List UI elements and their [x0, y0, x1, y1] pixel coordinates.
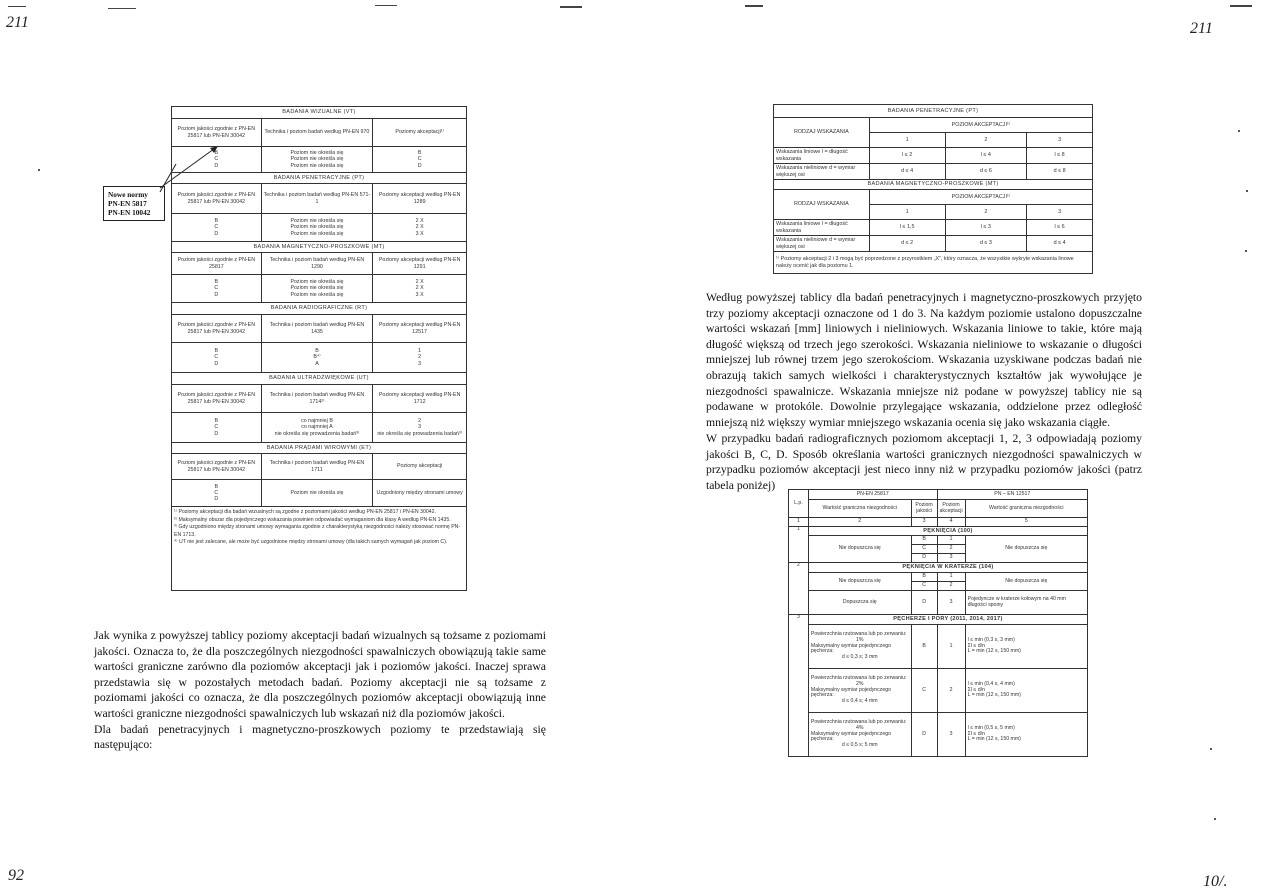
- right_table-pt_linear-1: l ≤ 4: [945, 148, 1027, 164]
- right_table-pt_title: BADANIA PENETRACYJNE (PT): [774, 105, 1093, 118]
- right-body-text-2: W przypadku badań radiograficznych poziomom akceptacji 1, 2, 3 odpowiadają poziomy jakości B, C, D. Sposób określania wartości granicznych niezgodności spawalniczych w przypadku poziomów akceptacji jest nieco inny niż w przypadku poziomów jakości (patrz tabela poniżej): [706, 432, 1142, 492]
- right_table-mt_linear-2: l ≤ 6: [1027, 220, 1093, 236]
- bottom_table-s3_no: 3: [789, 615, 809, 757]
- left_table-pt-mid-2: Poziom nie określa się: [290, 230, 344, 237]
- left_table-vt-mid-2: Poziom nie określa się: [290, 162, 344, 169]
- right_table-mt_title: BADANIA MAGNETYCZNO-PROSZKOWE (MT): [774, 180, 1093, 190]
- left_table-rt-levels-2: D: [214, 360, 219, 367]
- right_table-levels-0: 1: [869, 133, 945, 148]
- bottom_table-s3_rows-1-lvl: C: [911, 669, 937, 713]
- bottom_table-nums-3: 4: [937, 518, 965, 527]
- scan-mark: [108, 8, 136, 9]
- bottom_table-s2_levels1-1: C: [911, 582, 937, 591]
- right-body-text-1: Według powyższej tablicy dla badań penetracyjnych i magnetyczno-proszkowych przyjęto trzy poziomy akceptacji oznaczone od 1 do 3. Na każdym poziomie ustalono dopuszczalne wartości wskazań [mm] liniowych i nieliniowych. Wskazania liniowe to takie, które mają długość większą od trzech jego szerokości. Wskazania nieliniowe to wskazanie o długości mniejszej lub równej trzem jego szerokościom. Wskazania uzyskiwane podczas badań nie obrazują takich samych wielkości i charakterystycznych kształtów jak wywołujące je niezgodności spawalnicze. Wskazania mniejsze niż podane w powyższej tablicy nie są podawane w protokóle. Dowolnie przylegające wskazania, oddzielone przez odległość mniejszą niż większy wymiar mniejszego wskazania ocenia się jako wskazania ciągłe.: [706, 291, 1142, 429]
- left_table-pt-acc-0: 2 X: [415, 218, 424, 225]
- left_table-ut-acc-2: nie określa się prowadzenia badań³⁾: [377, 430, 462, 437]
- left_text-p1: Jak wynika z powyższej tablicy poziomy akceptacji badań wizualnych są tożsame z poziomami jakości. Oznacza to, że dla poszczególnych niezgodności spawalniczych obowiązują takie same wartości graniczne zarówno dla poziomów akceptacji jak i poziomów jakości. Inaczej sprawa przedstawia się w pozostałych metodach badań. Poziomy akceptacji nie są tożsame z poziomami jakości co oznacza, że dla poszczególnych poziomów akceptacji obowiązują inne wartości graniczne niezgodności spawalniczych lub wskazań niż dla poziomów jakości.: [94, 629, 546, 720]
- left_table-vt-levels-2: D: [214, 162, 219, 169]
- left-body-text: [94, 628, 546, 753]
- right_table-pt_nonlinear-1: d ≤ 6: [945, 164, 1027, 180]
- right_table-levels-2: 3: [1027, 133, 1093, 148]
- left_table-ut-acc-0: 2: [418, 418, 422, 425]
- left_table-mt-mid-2: Poziom nie określa się: [290, 291, 344, 298]
- left_table-vt-acc-2: D: [417, 162, 422, 169]
- left_table-vt-col2: Technika i poziom badań według PN-EN 970: [261, 119, 373, 147]
- left_table-ut-levels-2: D: [214, 430, 219, 437]
- left_table-pt-mid-1: Poziom nie określa się: [290, 224, 344, 231]
- left_table-ut-col1: Poziom jakości zgodnie z PN-EN 25817 lub PN-EN 30042: [172, 385, 262, 413]
- left_text-p2: Dla badań penetracyjnych i magnetyczno-proszkowych poziomy te przedstawiają się następująco:: [94, 722, 546, 752]
- bottom_table-h_en12517: PN – EN 12517: [937, 490, 1087, 500]
- right_table-rodzaj: RODZAJ WSKAZANIA: [774, 190, 870, 220]
- scan-speck: [1210, 748, 1212, 750]
- left_table-ut-mid-1: co najmniej A: [301, 424, 333, 431]
- bottom_table-s2_left2: Dopuszcza się: [808, 591, 911, 615]
- bottom_table-s3_rows-0-lvl: B: [911, 625, 937, 669]
- left_table-et-col3: Poziomy akceptacji: [373, 454, 467, 480]
- bottom_table-s3_rows-1-r1: l ≤ min (0,4 s, 4 mm): [967, 680, 1015, 687]
- left_table-vt-col3: Poziomy akceptacji¹⁾: [373, 119, 467, 147]
- left_table-pt-col2: Technika i poziom badań według PN-EN 571-1: [261, 184, 373, 214]
- right_table-mt_nonlinear-2: d ≤ 4: [1027, 236, 1093, 252]
- bottom_table-s1_right: Nie dopuszcza się: [965, 536, 1087, 563]
- page-mark-bottom-right: 10/.: [1203, 873, 1228, 890]
- bottom_table-s1_acc-2: 3: [937, 554, 965, 563]
- scan-mark: [375, 5, 397, 6]
- left_table-rt-acc-2: 3: [418, 360, 422, 367]
- left_table-ut-mid-0: co najmniej B: [301, 418, 333, 425]
- vt-title: BADANIA WIZUALNE (VT): [172, 107, 467, 119]
- left_table-rt-acc-0: 1: [418, 348, 422, 355]
- bottom_table-s3_rows-0-pct: 1%: [856, 636, 864, 643]
- left_table-mt-levels-2: D: [214, 291, 219, 298]
- bottom_table-s3_title: PĘCHERZE I PORY (2011, 2014, 2017): [808, 615, 1087, 625]
- rt-limits-table: [788, 489, 1088, 757]
- bottom_table-s3_rows-2-l2: Maksymalny wymiar pojedynczego pęcherza:: [810, 730, 892, 743]
- bottom_table-s3_rows-1-l3: d ≤ 0,4 s; 4 mm: [841, 698, 878, 705]
- rt-title: BADANIA RADIOGRAFICZNE (RT): [172, 303, 467, 315]
- bottom_table-s3_rows-0-acc: 1: [937, 625, 965, 669]
- left_table-rt-mid-2: A: [315, 360, 319, 367]
- right_table-row_linear: Wskazania liniowe l = długość wskazania: [774, 148, 870, 164]
- bottom_table-s2_left1: Nie dopuszcza się: [808, 573, 911, 591]
- right_table-levels-1: 2: [945, 205, 1027, 220]
- bottom_table-h_accept: Poziom akceptacji: [937, 500, 965, 518]
- pt-mt-acceptance-table: [773, 104, 1093, 274]
- left_table-et-levels-0: B: [214, 483, 219, 490]
- left_table-notes-0: ¹⁾ Poziomy akceptacji dla badań wizualnych są zgodne z poziomami jakości według PN-EN 25817 i PN-EN 30042.: [174, 509, 436, 515]
- bottom_table-s2_acc1-0: 1: [937, 573, 965, 582]
- bottom_table-s1_no: 1: [789, 527, 809, 563]
- pt-title: BADANIA PENETRACYJNE (PT): [172, 173, 467, 184]
- right_table-pt_linear-0: l ≤ 2: [869, 148, 945, 164]
- scan-speck: [1214, 818, 1216, 820]
- left_table-vt-mid-0: Poziom nie określa się: [290, 150, 344, 157]
- bottom_table-s1_left: Nie dopuszcza się: [808, 536, 911, 563]
- page-mark-top-left: 211: [6, 14, 29, 31]
- right_table-levels-2: 3: [1027, 205, 1093, 220]
- bottom_table-s3_rows-1-acc: 2: [937, 669, 965, 713]
- left_table-mt-acc-2: 3 X: [415, 291, 424, 298]
- left_table-vt-acc-0: B: [417, 150, 422, 157]
- bottom_table-s3_rows-0-r3: L = min (12 s, 150 mm): [967, 648, 1021, 655]
- bottom_table-s3_rows-1-l2: Maksymalny wymiar pojedynczego pęcherza:: [810, 686, 892, 699]
- right_table-pt_linear-2: l ≤ 8: [1027, 148, 1093, 164]
- left_table-mt-acc-0: 2 X: [415, 279, 424, 286]
- left_table-ut-col3: Poziomy akceptacji według PN-EN 1712: [373, 385, 467, 413]
- bottom_table-nums-1: 2: [808, 518, 911, 527]
- left_table-ut-col2: Technika i poziom badań według PN-EN 1714²⁾: [261, 385, 373, 413]
- bottom_table-s1_acc-1: 2: [937, 545, 965, 554]
- right_table-pt_nonlinear-2: d ≤ 8: [1027, 164, 1093, 180]
- bottom_table-nums-0: 1: [789, 518, 809, 527]
- left_table-et-mid: Poziom nie określa się: [261, 480, 373, 507]
- bottom_table-s3_rows-2-lvl: D: [911, 713, 937, 757]
- right_table-rodzaj: RODZAJ WSKAZANIA: [774, 118, 870, 148]
- bottom_table-s2_level2: D: [911, 591, 937, 615]
- right_table-row_nonlinear: Wskazania nieliniowe d = wymiar większej osi: [774, 164, 870, 180]
- scan-speck: [1245, 250, 1247, 252]
- bottom_table-s2_acc1-1: 2: [937, 582, 965, 591]
- right_table-poziom: POZIOM AKCEPTACJI¹⁾: [869, 190, 1092, 205]
- bottom_table-s1_levels-2: D: [911, 554, 937, 563]
- scan-speck: [38, 169, 40, 171]
- right_table-pt_nonlinear-0: d ≤ 4: [869, 164, 945, 180]
- left_table-et-col2: Technika i poziom badań według PN-EN 1711: [261, 454, 373, 480]
- right_table-mt_nonlinear-0: d ≤ 2: [869, 236, 945, 252]
- bottom_table-s3_rows-2-r2: Σl ≤ d/n: [967, 730, 985, 737]
- left_table-notes-1: ²⁾ Maksymalny obszar dla pojedynczego wskazania powinien odpowiadać wymaganiom dla klasy A według PN-EN 1435.: [174, 516, 451, 523]
- bottom_table-s3_rows-1-r2: Σl ≤ d/n: [967, 686, 985, 693]
- bottom_table-s3_rows-0-r2: Σl ≤ d/n: [967, 642, 985, 649]
- left_table-pt-mid-0: Poziom nie określa się: [290, 218, 344, 225]
- left_table-pt-col3: Poziomy akceptacji według PN-EN 1289: [373, 184, 467, 214]
- left_table-rt-levels-0: B: [214, 348, 219, 355]
- note_box-line1: Nowe normy: [108, 190, 148, 199]
- left_table-mt-col3: Poziomy akceptacji według PN-EN 1291: [373, 253, 467, 275]
- bottom_table-s1_levels-1: C: [911, 545, 937, 554]
- scan-speck: [1246, 190, 1248, 192]
- page-mark-bottom-left: 92: [8, 867, 24, 884]
- left_table-rt-acc-1: 2: [418, 354, 422, 361]
- left_table-mt-mid-0: Poziom nie określa się: [290, 279, 344, 286]
- bottom_table-h_limit1: Wartość graniczna niezgodności: [808, 500, 911, 518]
- left_table-pt-acc-1: 2 X: [415, 224, 424, 231]
- bottom_table-h_en25817: PN-EN 25817: [808, 490, 937, 500]
- left_table-pt-levels-0: B: [214, 218, 219, 225]
- bottom_table-s3_rows-2-pct: 4%: [856, 724, 864, 731]
- left_table-et-col1: Poziom jakości zgodnie z PN-EN 25817 lub PN-EN 30042: [172, 454, 262, 480]
- left_table-mt-mid-1: Poziom nie określa się: [290, 285, 344, 292]
- bottom_table-s3_rows-2-l3: d ≤ 0,5 s; 5 mm: [841, 742, 878, 749]
- scan-mark: [560, 6, 582, 8]
- bottom_table-s3_rows-2-r1: l ≤ min (0,5 s, 5 mm): [967, 724, 1015, 731]
- left-table-notes: [172, 507, 467, 591]
- scan-mark: [8, 6, 26, 7]
- bottom_table-s2_acc2: 3: [937, 591, 965, 615]
- bottom_table-s1_acc-0: 1: [937, 536, 965, 545]
- bottom_table-s2_right1: Nie dopuszcza się: [965, 573, 1087, 591]
- left_table-ut-acc-1: 3: [418, 424, 422, 431]
- right_table-poziom: POZIOM AKCEPTACJI¹⁾: [869, 118, 1092, 133]
- right_table-mt_linear-1: l ≤ 3: [945, 220, 1027, 236]
- bottom_table-s3_rows-0-l1: Powierzchnia rzutowana lub po zerwaniu:: [810, 630, 907, 637]
- right_table-row_linear: Wskazania liniowe l = długość wskazania: [774, 220, 870, 236]
- bottom_table-s3_rows-1-pct: 2%: [856, 680, 864, 687]
- bottom_table-s3_rows-2-l1: Powierzchnia rzutowana lub po zerwaniu:: [810, 718, 907, 725]
- left_table-mt-levels-1: C: [214, 285, 219, 292]
- right_table-mt_linear-0: l ≤ 1,5: [869, 220, 945, 236]
- left_table-mt-col2: Technika i poziom badań według PN-EN 1290: [261, 253, 373, 275]
- left_table-vt-levels-1: C: [214, 156, 219, 163]
- scan-mark: [1230, 5, 1252, 7]
- left_table-rt-levels-1: C: [214, 354, 219, 361]
- left_table-mt-col1: Poziom jakości zgodnie z PN-EN 25817: [172, 253, 262, 275]
- scan-mark: [745, 5, 763, 7]
- left_table-pt-col1: Poziom jakości zgodnie z PN-EN 25817 lub PN-EN 30042: [172, 184, 262, 214]
- bottom_table-s3_rows-2-acc: 3: [937, 713, 965, 757]
- ut-title: BADANIA ULTRADŹWIĘKOWE (UT): [172, 373, 467, 385]
- mt-title: BADANIA MAGNETYCZNO-PROSZKOWE (MT): [172, 242, 467, 253]
- right_table-levels-0: 1: [869, 205, 945, 220]
- left_table-vt-col1: Poziom jakości zgodnie z PN-EN 25817 lub PN-EN 30042: [172, 119, 262, 147]
- left_table-ut-mid-2: nie określa się prowadzenia badań³⁾: [274, 430, 360, 437]
- left_table-mt-levels-0: B: [214, 279, 219, 286]
- scan-speck: [1238, 130, 1240, 132]
- left_table-vt-mid-1: Poziom nie określa się: [290, 156, 344, 163]
- bottom_table-s3_rows-1-l1: Powierzchnia rzutowana lub po zerwaniu:: [810, 674, 907, 681]
- bottom_table-s2_no: 2: [789, 563, 809, 615]
- bottom_table-s3_rows-0-l2: Maksymalny wymiar pojedynczego pęcherza:: [810, 642, 892, 655]
- left_table-mt-acc-1: 2 X: [415, 285, 424, 292]
- left_table-pt-levels-2: D: [214, 230, 219, 237]
- bottom_table-h_quality: Poziom jakości: [911, 500, 937, 518]
- note_box-line2: PN-EN 5817: [108, 199, 147, 208]
- left_table-vt-levels-0: B: [214, 150, 219, 157]
- bottom_table-s3_rows-0-l3: d ≤ 0,3 s; 3 mm: [841, 654, 878, 661]
- left_table-ut-levels-1: C: [214, 424, 219, 431]
- pt-mt-note: ¹⁾ Poziomy akceptacji 2 i 3 mogą być poprzedzone z przyrostkiem „X”, który oznacza, że wszystkie wykryte wskazania linowe należy ocenić jak dla poziomu 1.: [774, 252, 1093, 274]
- page-mark-top-right: 211: [1190, 20, 1213, 37]
- bottom_table-s2_title: PĘKNIĘCIA W KRATERZE (104): [808, 563, 1087, 573]
- left_table-rt-mid-0: B: [315, 348, 319, 355]
- bottom_table-s1_title: PĘKNIĘCIA (100): [808, 527, 1087, 536]
- bottom_table-s1_levels-0: B: [911, 536, 937, 545]
- left_table-ut-levels-0: B: [214, 418, 219, 425]
- bottom_table-s3_rows-1-r3: L = min (12 s, 150 mm): [967, 692, 1021, 699]
- left_table-rt-col3: Poziomy akceptacji według PN-EN 12517: [373, 315, 467, 343]
- left_table-et-levels-2: D: [214, 496, 219, 503]
- bottom_table-s2_right2: Pojedyncze w kraterze kołowym na 40 mm długości spoiny: [965, 591, 1087, 615]
- bottom_table-h_limit2: Wartość graniczna niezgodności: [965, 500, 1087, 518]
- right_table-levels-1: 2: [945, 133, 1027, 148]
- note_box-line3: PN-EN 10042: [108, 208, 151, 217]
- left_table-notes-2: ³⁾ Gdy uzgodniono między stronami umowy wymagania zgodnie z charakterystyką niezgodności należy stosować normę PN-EN 1713.: [174, 524, 461, 538]
- left_table-rt-col2: Technika i poziom badań według PN-EN 1435: [261, 315, 373, 343]
- bottom_table-h_lp: L.p.: [789, 490, 809, 518]
- right_table-row_nonlinear: Wskazania nieliniowe d = wymiar większej osi: [774, 236, 870, 252]
- bottom_table-s3_rows-2-r3: L = min (12 s, 150 mm): [967, 736, 1021, 743]
- bottom_table-nums-2: 3: [911, 518, 937, 527]
- left_table-notes-3: ⁴⁾ UT nie jest zalecane, ale może być uzgodnione między stronami umowy (dla takich samych wymagań jak poziom C).: [174, 539, 448, 546]
- et-title: BADANIA PRĄDAMI WIROWYMI (ET): [172, 443, 467, 454]
- left_table-pt-levels-1: C: [214, 224, 219, 231]
- left_table-et-acc: Uzgodniony między stronami umowy: [373, 480, 467, 507]
- left_table-rt-col1: Poziom jakości zgodnie z PN-EN 25817 lub PN-EN 30042: [172, 315, 262, 343]
- left-standards-table: [171, 106, 467, 591]
- left_table-pt-acc-2: 3 X: [415, 230, 424, 237]
- right_table-mt_nonlinear-1: d ≤ 3: [945, 236, 1027, 252]
- left_table-et-levels-1: C: [214, 489, 219, 496]
- left_table-rt-mid-1: B⁴⁾: [313, 354, 321, 361]
- left_table-vt-acc-1: C: [417, 156, 422, 163]
- bottom_table-nums-4: 5: [965, 518, 1087, 527]
- bottom_table-s3_rows-0-r1: l ≤ min (0,3 s, 3 mm): [967, 636, 1015, 643]
- bottom_table-s2_levels1-0: B: [911, 573, 937, 582]
